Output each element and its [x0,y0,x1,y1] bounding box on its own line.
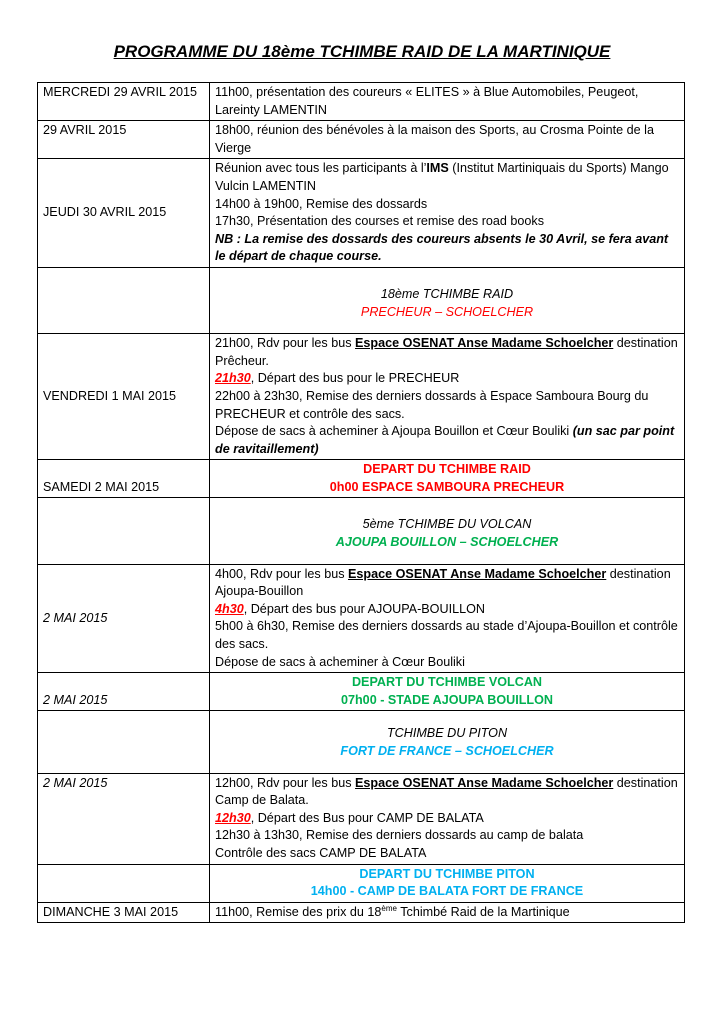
event-line: Réunion avec tous les participants à l’IMS (Institut Martiniquais du Sports) Mango Vulcin LAMENTIN [215,161,669,193]
event-cell: 11h00, présentation des coureurs « ELITES » à Blue Automobiles, Peugeot, Lareinty LAMENTIN [210,83,685,121]
table-row [38,902,685,923]
event-line: 12h00, Rdv pour les bus Espace OSENAT Anse Madame Schoelcher destination Camp de Balata. [215,775,678,808]
event-line: Dépose de sacs à acheminer à Ajoupa Bouillon et Cœur Bouliki (un sac par point de ravitaillement) [215,424,675,456]
table-row [38,460,685,498]
table-row [38,334,685,460]
table-row [38,773,685,864]
date-cell: 2 MAI 2015 [38,673,210,711]
event-line: 21h30, Départ des bus pour le PRECHEUR [215,371,460,386]
date-cell: SAMEDI 2 MAI 2015 [38,460,210,498]
date-cell: 29 AVRIL 2015 [38,121,210,159]
event-cell [210,159,685,268]
race-start-piton: DEPART DU TCHIMBE PITON 14h00 - CAMP DE BALATA FORT DE FRANCE [210,864,685,902]
table-row [38,564,685,673]
race-header-piton: TCHIMBE DU PITON FORT DE FRANCE – SCHOELCHER [210,711,685,773]
race-header-raid: 18ème TCHIMBE RAID PRECHEUR – SCHOELCHER [210,267,685,333]
table-row [38,121,685,159]
date-cell: JEUDI 30 AVRIL 2015 [38,159,210,268]
event-line: 5h00 à 6h30, Remise des derniers dossards au stade d’Ajoupa-Bouillon et contrôle des sacs. [215,619,678,652]
event-line: 21h00, Rdv pour les bus Espace OSENAT Anse Madame Schoelcher destination Prêcheur. [215,336,678,368]
event-cell [210,334,685,460]
date-cell: DIMANCHE 3 MAI 2015 [38,902,210,923]
event-line: 22h00 à 23h30, Remise des derniers dossards à Espace Samboura Bourg du PRECHEUR et contrôle des sacs. [215,388,649,421]
event-line: 12h30, Départ des Bus pour CAMP DE BALATA [215,810,484,825]
event-line: 17h30, Présentation des courses et remise des road books [215,214,545,229]
event-cell: 11h00, Remise des prix du 18ème Tchimbé Raid de la Martinique [210,902,685,923]
date-cell: 2 MAI 2015 [38,564,210,673]
event-line: Dépose de sacs à acheminer à Cœur Bouliki [215,654,465,669]
page-title: PROGRAMME DU 18ème TCHIMBE RAID DE LA MARTINIQUE [113,42,611,61]
event-line: 14h00 à 19h00, Remise des dossards [215,196,428,211]
date-cell: VENDREDI 1 MAI 2015 [38,334,210,460]
race-start-volcan: DEPART DU TCHIMBE VOLCAN 07h00 - STADE AJOUPA BOUILLON [210,673,685,711]
date-cell: 2 MAI 2015 [38,773,210,864]
race-start-raid: DEPART DU TCHIMBE RAID 0h00 ESPACE SAMBOURA PRECHEUR [210,460,685,498]
race-header-volcan: 5ème TCHIMBE DU VOLCAN AJOUPA BOUILLON – SCHOELCHER [210,498,685,564]
table-row [38,83,685,121]
table-row [38,267,685,333]
nb-note: NB : La remise des dossards des coureurs absents le 30 Avril, se fera avant le départ de chaque course. [215,231,669,264]
table-row [38,711,685,773]
table-row [38,159,685,268]
table-row [38,498,685,564]
date-cell [38,711,210,773]
date-cell [38,267,210,333]
table-row [38,673,685,711]
date-cell [38,498,210,564]
event-cell [210,773,685,864]
event-line: Contrôle des sacs CAMP DE BALATA [215,845,427,860]
event-line: 4h00, Rdv pour les bus Espace OSENAT Anse Madame Schoelcher destination Ajoupa-Bouillon [215,566,671,599]
event-cell [210,564,685,673]
programme-table [37,82,685,923]
date-cell: MERCREDI 29 AVRIL 2015 [38,83,210,121]
event-line: 12h30 à 13h30, Remise des derniers dossards au camp de balata [215,828,584,843]
event-cell: 18h00, réunion des bénévoles à la maison des Sports, au Crosma Pointe de la Vierge [210,121,685,159]
date-cell [38,864,210,902]
table-row [38,864,685,902]
event-line: 4h30, Départ des bus pour AJOUPA-BOUILLON [215,601,485,616]
